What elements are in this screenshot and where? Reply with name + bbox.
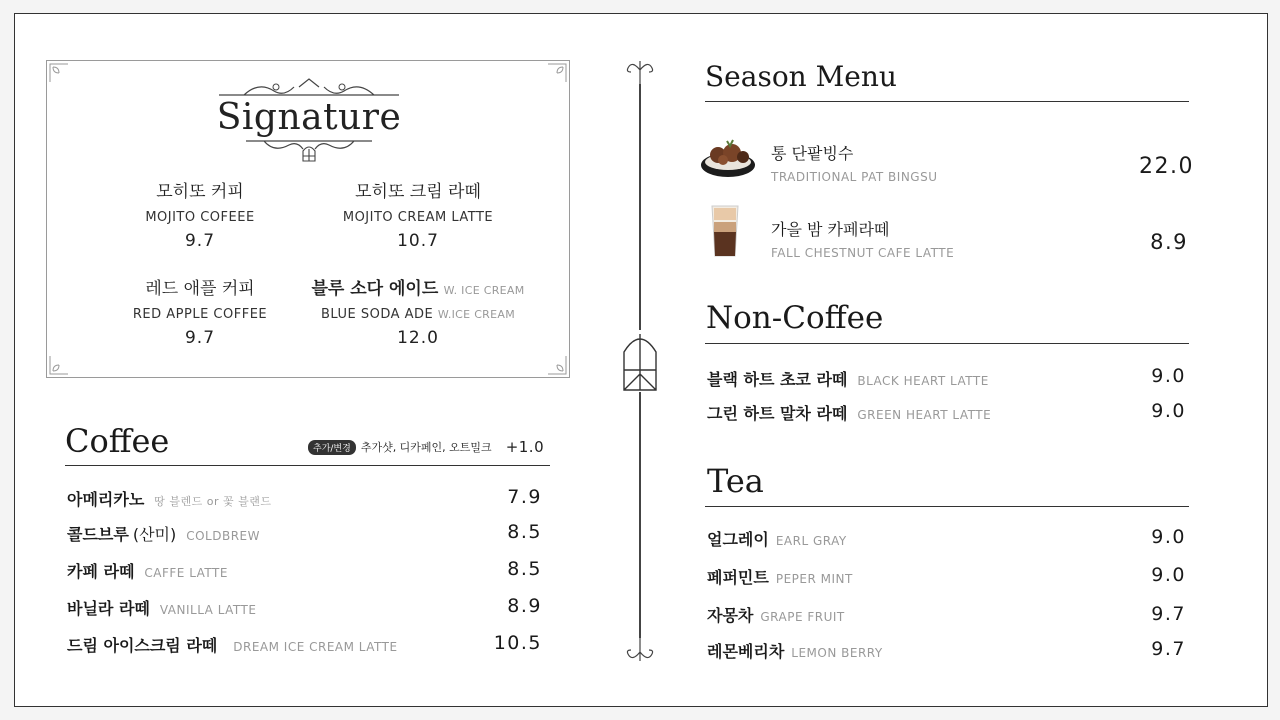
item-name-en: COLDBREW: [186, 529, 261, 543]
item-name-en: GRAPE FRUIT: [760, 610, 845, 624]
noncoffee-divider: [705, 343, 1189, 344]
item-price: 9.7: [1151, 603, 1186, 625]
item-name-ko: 모히또 크림 라떼: [355, 182, 481, 202]
item-name-ko: 블루 소다 에이드: [311, 279, 439, 299]
item-name-ko: 블랙 하트 초코 라떼: [707, 370, 848, 389]
item-name-suffix: (산미): [132, 525, 177, 544]
addon-price: +1.0: [505, 438, 545, 456]
noncoffee-item: [707, 401, 991, 424]
item-name-en: CAFFE LATTE: [144, 566, 228, 580]
item-name-ko: 레몬베리차: [707, 642, 785, 661]
item-name-ko: 통 단팥빙수: [771, 144, 854, 163]
item-name-en: RED APPLE COFFEE: [132, 307, 268, 322]
item-note: W.ICE CREAM: [437, 308, 515, 321]
item-name-en: BLUE SODA ADE: [320, 307, 434, 322]
item-name-ko: 가을 밤 카페라떼: [771, 220, 890, 239]
coffee-item: [67, 596, 256, 619]
item-price: 8.9: [507, 595, 542, 617]
tea-title: Tea: [707, 462, 764, 500]
item-price: 8.9: [1150, 230, 1188, 254]
item-price: 9.0: [1151, 400, 1186, 422]
item-name-en: MOJITO CREAM LATTE: [342, 210, 494, 225]
coffee-item: [67, 522, 260, 545]
item-price: 9.0: [1151, 526, 1186, 548]
scroll-ornament-icon: [214, 77, 404, 99]
item-name-en: GREEN HEART LATTE: [857, 408, 992, 422]
item-note: W. ICE CREAM: [443, 284, 525, 297]
corner-ornament-icon: [547, 63, 567, 83]
item-price: 9.7: [1151, 638, 1186, 660]
item-price: 12.0: [397, 328, 439, 348]
signature-item: [80, 177, 320, 251]
signature-item: [298, 177, 538, 251]
item-price: 7.9: [507, 486, 542, 508]
item-name-en: BLACK HEART LATTE: [857, 374, 989, 388]
item-price: 22.0: [1139, 154, 1194, 179]
tea-item: [707, 603, 845, 626]
scroll-ornament-icon: [244, 137, 374, 163]
season-divider: [705, 101, 1189, 102]
tea-item: [707, 527, 847, 550]
item-name-en: FALL CHESTNUT CAFE LATTE: [771, 246, 955, 260]
tea-item: [707, 565, 853, 588]
coffee-divider: [65, 465, 550, 466]
season-item: [771, 217, 954, 260]
item-name-en: TRADITIONAL PAT BINGSU: [771, 170, 938, 184]
item-name-ko: 자몽차: [707, 606, 754, 625]
signature-panel: [46, 60, 570, 378]
addon-text: 추가샷, 디카페인, 오트밀크: [360, 441, 492, 454]
item-name-ko: 콜드브루: [67, 525, 129, 544]
corner-ornament-icon: [547, 355, 567, 375]
item-name-en: LEMON BERRY: [791, 646, 883, 660]
item-name-ko: 얼그레이: [707, 530, 769, 549]
item-name-ko: 모히또 커피: [156, 182, 244, 202]
item-price: 10.7: [397, 231, 439, 251]
center-divider: [639, 392, 641, 638]
item-price: 9.0: [1151, 564, 1186, 586]
item-name-ko: 그린 하트 말차 라떼: [707, 404, 848, 423]
signature-item: [80, 274, 320, 348]
item-name-en: PEPER MINT: [775, 572, 853, 586]
tea-item: [707, 639, 883, 662]
item-name-en: MOJITO COFEEE: [145, 210, 255, 225]
signature-item: [298, 274, 538, 348]
season-item: [771, 141, 938, 184]
coffee-item: [67, 633, 398, 656]
noncoffee-item: [707, 367, 989, 390]
item-price: 10.5: [493, 632, 542, 654]
item-price: 9.7: [184, 328, 216, 348]
coffee-item: [67, 559, 228, 582]
item-name-ko: 바닐라 라떼: [67, 599, 150, 618]
addon-badge: 추가/변경: [308, 440, 356, 455]
arch-window-icon: [622, 330, 658, 392]
corner-ornament-icon: [49, 355, 69, 375]
coffee-title: Coffee: [65, 422, 170, 460]
item-name-ko: 드림 아이스크림 라떼: [67, 636, 218, 655]
item-name-en: VANILLA LATTE: [159, 603, 257, 617]
tea-divider: [705, 506, 1189, 507]
corner-ornament-icon: [49, 63, 69, 83]
latte-image: [709, 204, 741, 258]
item-name-en: 땅 블렌드 or 꽃 블랜드: [154, 495, 272, 508]
center-divider: [639, 84, 641, 330]
coffee-addon: [308, 438, 544, 456]
item-name-ko: 아메리카노: [67, 490, 145, 509]
item-price: 9.7: [184, 231, 216, 251]
item-name-en: EARL GRAY: [775, 534, 847, 548]
item-name-ko: 카페 라떼: [67, 562, 135, 581]
item-price: 9.0: [1151, 365, 1186, 387]
fleur-ornament-icon: [625, 636, 655, 662]
item-name-ko: 레드 애플 커피: [145, 279, 255, 299]
item-name-en: DREAM ICE CREAM LATTE: [233, 640, 398, 654]
item-price: 8.5: [507, 558, 542, 580]
item-price: 8.5: [507, 521, 542, 543]
coffee-item: [67, 487, 272, 510]
noncoffee-title: Non-Coffee: [706, 300, 884, 336]
item-name-ko: 페퍼민트: [707, 568, 769, 587]
season-title: Season Menu: [705, 60, 897, 93]
bingsu-image: [699, 133, 757, 181]
fleur-ornament-icon: [625, 60, 655, 86]
signature-title: Signature: [216, 97, 402, 138]
